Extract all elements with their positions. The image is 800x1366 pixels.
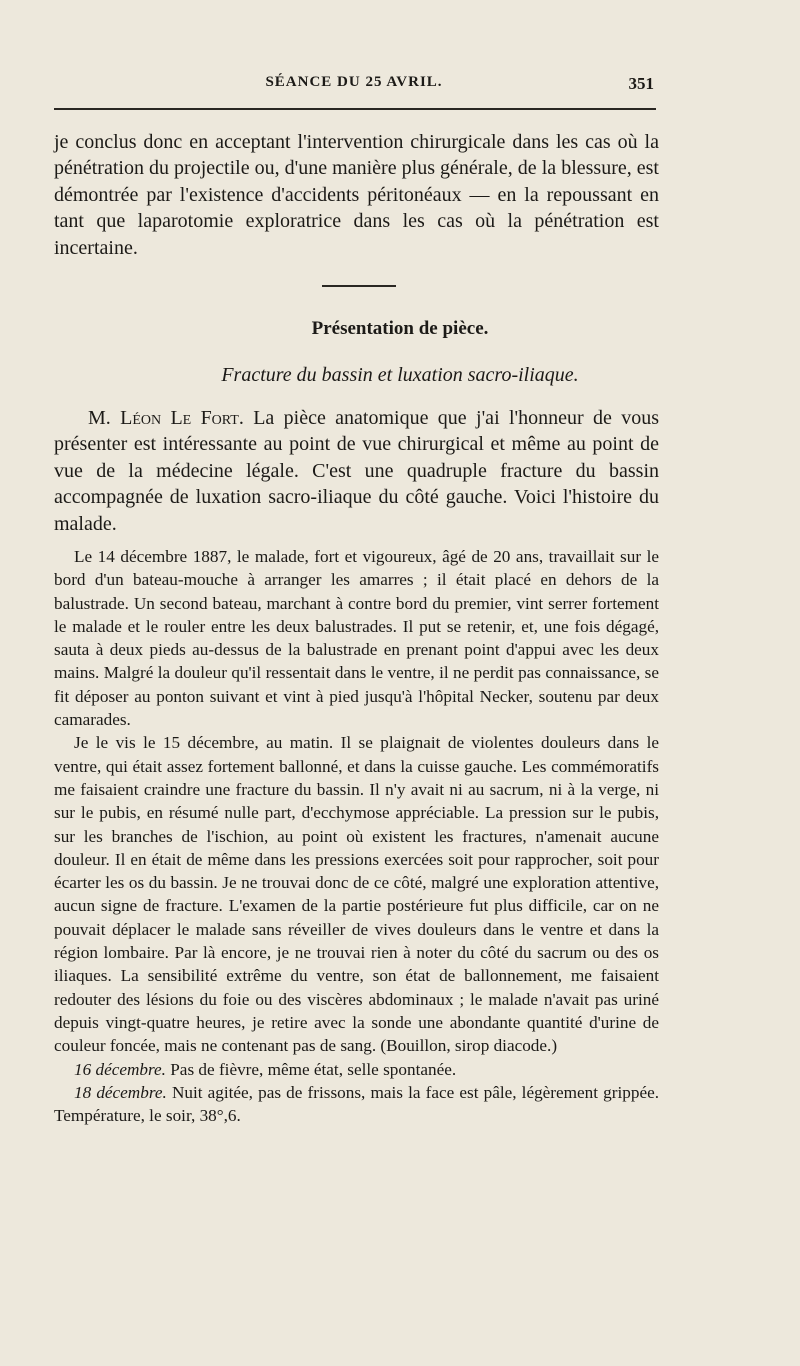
section-title: Présentation de pièce. (311, 318, 489, 339)
running-head-title: SÉANCE DU 25 AVRIL. (265, 74, 443, 90)
presentation-text: La pièce anatomique que j'ai l'honneur de vous présenter est intéressante au point de vue chirurgical et même au point de vue de la médecine légale. C'est une quadruple fracture du bassin accompagnée de luxation sacro-iliaque du côté gauche. Voici l'histoire du malade. (54, 407, 659, 535)
section-subtitle: Fracture du bassin et luxation sacro-iliaque. (221, 364, 579, 386)
case-paragraph (54, 1058, 659, 1081)
case-date: 16 décembre. (74, 1059, 166, 1079)
intro-paragraph-text: je conclus donc en acceptant l'intervention chirurgicale dans les cas où la pénétration du projectile ou, d'une manière plus générale, de la blessure, est démontrée par l'existence d'accidents péritonéaux — en la repoussant en tant que laparotomie exploratrice dans les cas où la pénétration est incertaine. (54, 131, 659, 259)
case-paragraph-text: Le 14 décembre 1887, le malade, fort et vigoureux, âgé de 20 ans, travaillait sur le bord d'un bateau-mouche à arranger les amarres ; il était placé en dehors de la balustrade. Un second bateau, marchant à contre bord du premier, vint serrer fortement le malade et le rouler entre les deux balustrades. Il put se retenir, et, une fois dégagé, sauta à deux pieds au-dessus de la balustrade en prenant point d'appui avec les deux mains. Malgré la douleur qu'il ressentait dans le ventre, il ne perdit pas connaissance, se fit déposer au ponton suivant et vint à pied jusqu'à l'hôpital Necker, soutenu par deux camarades. (54, 547, 659, 730)
running-head (54, 74, 654, 98)
page-number: 351 (628, 74, 654, 93)
case-paragraph-text: Pas de fièvre, même état, selle spontanée. (170, 1059, 457, 1079)
case-date: 18 décembre. (74, 1082, 167, 1102)
intro-paragraph (54, 129, 659, 261)
case-paragraph (54, 545, 659, 731)
header-rule (54, 108, 656, 110)
case-paragraph (54, 1081, 659, 1128)
case-paragraph (54, 731, 659, 1057)
case-paragraph-text: Je le vis le 15 décembre, au matin. Il se plaignait de violentes douleurs dans le ventre, qui était assez fortement ballonné, et dans la cuisse gauche. Les commémoratifs me faisaient craindre une fracture du bassin. Il n'y avait ni au sacrum, ni à la verge, ni sur le pubis, en résumé nulle part, d'ecchymose appréciable. La pression sur le pubis, sur les branches de l'ischion, au point où existent les fractures, n'amenait aucune douleur. Il en était de même dans les pressions exercées soit pour rapprocher, soit pour écarter les os du bassin. Je ne trouvai donc de ce côté, malgré une exploration attentive, aucun signe de fracture. L'examen de la partie postérieure fut plus difficile, car on ne pouvait déplacer le malade sans réveiller de vives douleurs dans le ventre et dans la région lombaire. Par là encore, je ne trouvai rien à noter du côté du sacrum ou des os iliaques. La sensibilité extrême du ventre, son état de ballonnement, me faisaient redouter des lésions du foie ou des viscères abdominaux ; le malade n'avait pas uriné depuis vingt-quatre heures, je retire avec la sonde une abondante quantité d'urine de couleur foncée, mais ne contenant pas de sang. (Bouillon, sirop diacode.) (54, 733, 659, 1056)
speaker-name: M. Léon Le Fort. (88, 407, 244, 429)
section-divider (322, 285, 396, 287)
presentation-paragraph (54, 405, 659, 537)
case-report (54, 545, 659, 1127)
case-paragraph-text: Nuit agitée, pas de frissons, mais la face est pâle, légèrement grippée. Température, le soir, 38°,6. (54, 1082, 659, 1126)
